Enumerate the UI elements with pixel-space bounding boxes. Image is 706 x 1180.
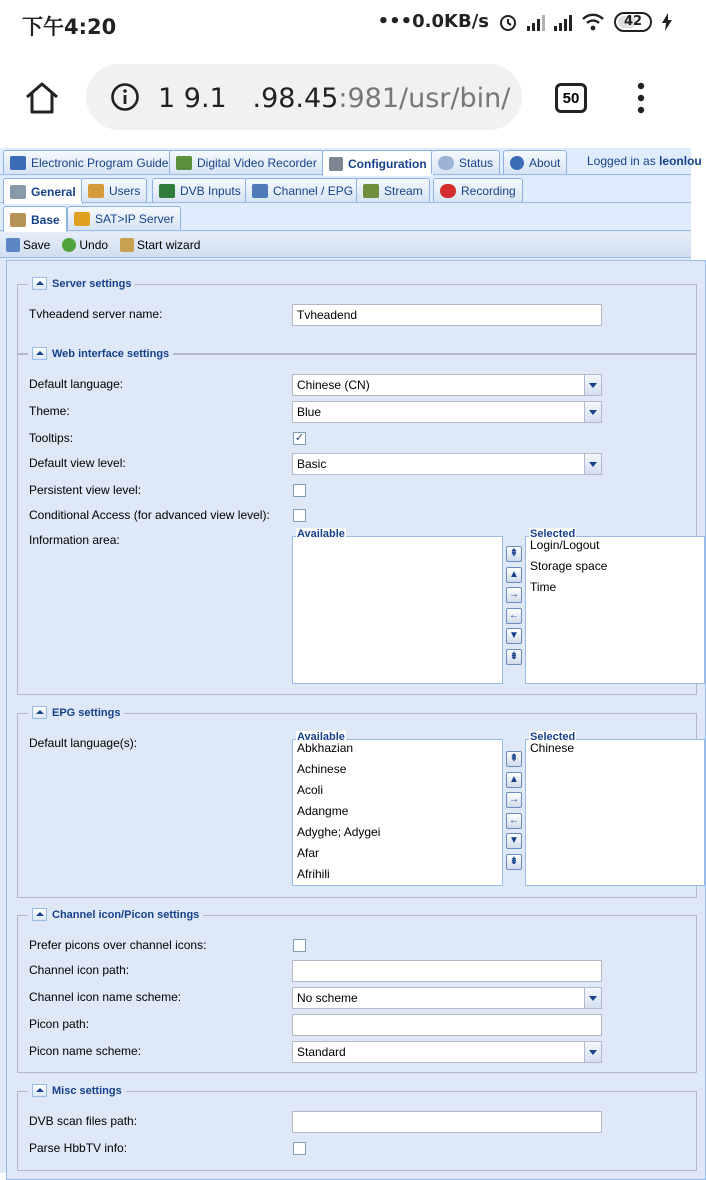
move-bottom-button[interactable]: ⇟ <box>506 854 522 870</box>
move-top-button[interactable]: ⇞ <box>506 546 522 562</box>
list-item[interactable]: Achinese <box>297 762 347 776</box>
tab-count-button[interactable]: 50 <box>555 83 587 113</box>
available-header: Available <box>297 731 345 743</box>
information-area-label: Information area: <box>29 533 120 547</box>
epg-settings-legend: EPG settings <box>28 706 124 719</box>
add-right-button[interactable]: → <box>506 587 522 603</box>
list-item[interactable]: Acoli <box>297 783 324 797</box>
tab-recording[interactable]: Recording <box>433 178 523 202</box>
wrench-icon <box>329 157 343 171</box>
network-speed: •••0.0KB/s <box>377 11 489 32</box>
picon-path-label: Picon path: <box>29 1017 90 1031</box>
default-language-select[interactable]: Chinese (CN) <box>292 374 602 396</box>
logged-in-text: Logged in as leonlou <box>587 154 702 168</box>
undo-button[interactable]: Undo <box>62 238 108 252</box>
epg-icon <box>10 156 26 170</box>
tab-dvb-inputs[interactable]: DVB Inputs <box>152 178 248 202</box>
tab-status[interactable]: Status <box>431 150 500 174</box>
default-language-label: Default language: <box>29 377 124 391</box>
tab-general[interactable]: General <box>3 178 83 204</box>
move-bottom-button[interactable]: ⇟ <box>506 649 522 665</box>
remove-left-button[interactable]: ← <box>506 608 522 624</box>
status-bar <box>0 0 691 48</box>
download-icon <box>176 156 192 170</box>
record-icon <box>440 184 456 198</box>
collapse-toggle-icon[interactable] <box>32 706 47 719</box>
list-item[interactable]: Afar <box>297 846 320 860</box>
info-circle-icon <box>510 156 524 170</box>
status-icons <box>378 11 673 32</box>
save-button[interactable]: Save <box>6 238 50 252</box>
home-icon[interactable] <box>24 81 60 115</box>
stream-icon <box>363 184 379 198</box>
prefer-picons-label: Prefer picons over channel icons: <box>29 938 207 952</box>
satellite-icon <box>74 212 90 226</box>
channel-icon-path-label: Channel icon path: <box>29 963 130 977</box>
list-item[interactable]: Adyghe; Adygei <box>297 825 381 839</box>
list-item[interactable]: Adangme <box>297 804 349 818</box>
main-tabbar <box>0 148 702 175</box>
alarm-icon <box>498 12 518 32</box>
picon-scheme-label: Picon name scheme: <box>29 1044 142 1058</box>
tab-about[interactable]: About <box>503 150 567 174</box>
epg-available-items <box>297 738 380 885</box>
epg-selected-items <box>530 738 574 759</box>
wifi-icon <box>581 12 605 32</box>
undo-icon <box>62 238 76 252</box>
signal-icon-2 <box>554 13 572 31</box>
tvheadend-app <box>0 148 702 1173</box>
save-icon <box>6 238 20 252</box>
signal-icon <box>527 13 545 31</box>
start-wizard-button[interactable]: Start wizard <box>120 238 200 252</box>
list-item[interactable]: Chinese <box>530 741 575 755</box>
chevron-down-icon[interactable] <box>584 454 601 474</box>
list-item[interactable]: Time <box>530 580 557 594</box>
card-icon <box>159 184 175 198</box>
chevron-down-icon[interactable] <box>584 988 601 1008</box>
conditional-access-checkbox[interactable] <box>293 509 306 522</box>
list-item[interactable]: Afrihili <box>297 867 330 881</box>
tab-users[interactable]: Users <box>81 178 147 202</box>
channel-icon-scheme-label: Channel icon name scheme: <box>29 990 182 1004</box>
chevron-down-icon[interactable] <box>584 402 601 422</box>
dvb-scan-path-input[interactable] <box>292 1111 602 1133</box>
tab-stream[interactable]: Stream <box>356 178 430 202</box>
parse-hbbtv-checkbox[interactable] <box>293 1142 306 1155</box>
status-time: 下午4:20 <box>22 15 117 39</box>
info-icon[interactable] <box>110 82 140 112</box>
epg-default-languages-label: Default language(s): <box>29 736 138 750</box>
default-view-level-select[interactable]: Basic <box>292 453 602 475</box>
collapse-toggle-icon[interactable] <box>32 1084 47 1097</box>
picon-path-input[interactable] <box>292 1014 602 1036</box>
battery-icon: 42 <box>614 12 652 32</box>
channel-icon-scheme-select[interactable]: No scheme <box>292 987 602 1009</box>
parse-hbbtv-label: Parse HbbTV info: <box>29 1141 128 1155</box>
toolbar <box>0 232 691 258</box>
tab-satip-server[interactable]: SAT>IP Server <box>67 206 181 230</box>
remove-left-button[interactable]: ← <box>506 813 522 829</box>
epg-list-arrows <box>506 751 522 875</box>
available-header: Available <box>297 528 345 540</box>
dvb-scan-path-label: DVB scan files path: <box>29 1114 138 1128</box>
collapse-toggle-icon[interactable] <box>32 347 47 360</box>
channel-icon-path-input[interactable] <box>292 960 602 982</box>
move-top-button[interactable]: ⇞ <box>506 751 522 767</box>
move-up-button[interactable]: ▲ <box>506 567 522 583</box>
move-down-button[interactable]: ▼ <box>506 628 522 644</box>
list-item[interactable]: Storage space <box>530 559 608 573</box>
eye-icon <box>438 156 454 170</box>
server-settings-legend: Server settings <box>28 277 135 290</box>
epg-available-list[interactable] <box>292 731 503 886</box>
url-text: 1 9.1 .98.45:981/usr/bin/ <box>158 83 511 114</box>
prefer-picons-checkbox[interactable] <box>293 939 306 952</box>
info-selected-list[interactable] <box>525 528 705 684</box>
info-available-list[interactable] <box>292 528 503 684</box>
tab-base[interactable]: Base <box>3 206 67 232</box>
theme-label: Theme: <box>29 404 70 418</box>
config-tabbar <box>0 176 691 203</box>
charging-icon <box>661 12 673 32</box>
selected-header: Selected <box>530 731 576 743</box>
base-icon <box>10 213 26 227</box>
tooltips-checkbox[interactable]: ✓ <box>294 432 305 444</box>
move-down-button[interactable]: ▼ <box>506 833 522 849</box>
persistent-view-level-checkbox[interactable] <box>293 484 306 497</box>
users-icon <box>88 184 104 198</box>
picon-settings-legend: Channel icon/Picon settings <box>28 908 203 921</box>
tab-epg[interactable]: Electronic Program Guide <box>3 150 175 174</box>
menu-icon[interactable] <box>635 82 647 114</box>
tooltips-label: Tooltips: <box>29 431 74 445</box>
misc-settings-legend: Misc settings <box>28 1084 126 1097</box>
selected-header: Selected <box>530 528 576 540</box>
list-item[interactable]: Abkhazian <box>297 741 354 755</box>
conditional-access-label: Conditional Access (for advanced view level): <box>29 508 270 522</box>
theme-select[interactable]: Blue <box>292 401 602 423</box>
info-list-arrows <box>506 546 522 670</box>
tab-channel-epg[interactable]: Channel / EPG <box>245 178 360 202</box>
move-up-button[interactable]: ▲ <box>506 772 522 788</box>
chevron-down-icon[interactable] <box>584 1042 601 1062</box>
chevron-down-icon[interactable] <box>584 375 601 395</box>
web-settings-legend: Web interface settings <box>28 347 173 360</box>
tools-icon <box>10 185 26 199</box>
server-name-label: Tvheadend server name: <box>29 307 163 321</box>
epg-selected-list[interactable] <box>525 731 705 886</box>
default-view-level-label: Default view level: <box>29 456 126 470</box>
address-bar[interactable] <box>86 64 522 130</box>
picon-scheme-select[interactable]: Standard <box>292 1041 602 1063</box>
sub-tabbar <box>0 204 691 231</box>
browser-bar <box>0 48 691 148</box>
wand-icon <box>120 238 134 252</box>
persistent-view-level-label: Persistent view level: <box>29 483 142 497</box>
add-right-button[interactable]: → <box>506 792 522 808</box>
info-selected-items <box>530 535 607 598</box>
tv-icon <box>252 184 268 198</box>
tab-configuration[interactable]: Configuration <box>322 150 434 176</box>
list-item[interactable]: Login/Logout <box>530 538 600 552</box>
collapse-toggle-icon[interactable] <box>32 277 47 290</box>
collapse-toggle-icon[interactable] <box>32 908 47 921</box>
tab-dvr[interactable]: Digital Video Recorder <box>169 150 324 174</box>
server-name-input[interactable]: Tvheadend <box>292 304 602 326</box>
